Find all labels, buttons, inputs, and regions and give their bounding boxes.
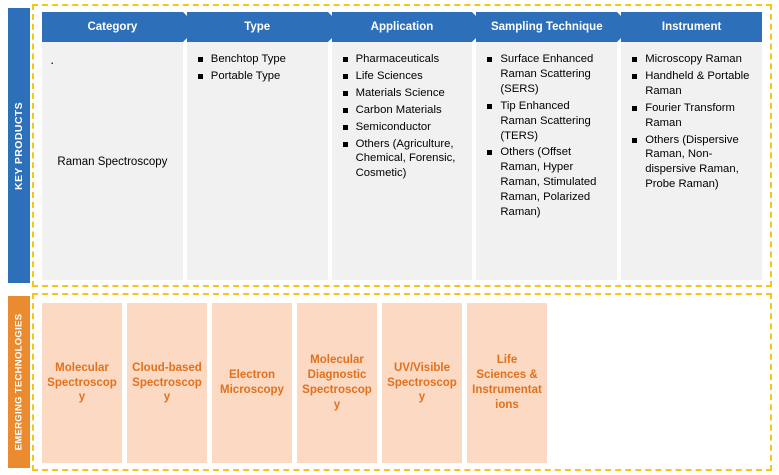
column-header-application-label: Application [370,21,434,33]
chevron-right-icon [617,12,632,42]
list-item: Semiconductor [354,120,465,135]
emerging-tech-card-label: UV/Visible Spectroscopy [387,361,457,404]
emerging-tech-card [382,303,462,463]
application-list [340,52,465,181]
emerging-tech-card-label: Molecular Spectroscopy [47,361,117,404]
chevron-right-icon [328,12,343,42]
column-body-instrument [621,42,762,280]
column-header-application [332,12,473,42]
list-item: Others (Offset Raman, Hyper Raman, Stimulated Raman, Polarized Raman) [498,145,609,220]
key-products-column-sampling-technique [476,12,617,280]
emerging-tech-card [467,303,547,463]
emerging-tech-card [127,303,207,463]
key-products-grid [42,12,762,280]
emerging-tech-card-label: Life Sciences & Instrumentations [472,354,542,411]
category-value: Raman Spectroscopy [57,155,168,168]
column-header-type [187,12,328,42]
list-item: Fourier Transform Raman [643,101,754,131]
list-item: Materials Science [354,86,465,101]
emerging-technologies-rail [8,296,30,468]
chevron-right-icon [472,12,487,42]
emerging-tech-card [297,303,377,463]
key-products-column-instrument [621,12,762,280]
column-header-sampling-technique [476,12,617,42]
column-header-instrument-label: Instrument [661,21,722,33]
list-item: Pharmaceuticals [354,52,465,67]
sampling-technique-list [484,52,609,220]
list-item: Surface Enhanced Raman Scattering (SERS) [498,52,609,97]
list-item: Benchtop Type [209,52,320,67]
emerging-technologies-grid [42,303,762,463]
key-products-rail [8,8,30,283]
list-item: Life Sciences [354,69,465,84]
column-body-type [187,42,328,280]
key-products-column-type [187,12,328,280]
key-products-rail-label: KEY PRODUCTS [13,101,25,190]
column-header-instrument [621,12,762,42]
list-item: Portable Type [209,69,320,84]
emerging-technologies-empty-space [552,303,762,463]
list-item: Carbon Materials [354,103,465,118]
emerging-technologies-rail-label: EMERGING TECHNOLOGIES [13,313,25,451]
column-body-application [332,42,473,280]
emerging-tech-card [42,303,122,463]
list-item: Handheld & Portable Raman [643,69,754,99]
column-body-sampling-technique [476,42,617,280]
type-list [195,52,320,84]
emerging-tech-card-label: Electron Microscopy [220,369,284,396]
chevron-right-icon [183,12,198,42]
column-header-category-label: Category [87,21,138,33]
list-item: Others (Agriculture, Chemical, Forensic, Cosmetic) [354,137,465,182]
emerging-tech-card-label: Molecular Diagnostic Spectroscopy [302,354,372,411]
column-header-type-label: Type [244,21,271,33]
column-header-category [42,12,183,42]
column-header-sampling-technique-label: Sampling Technique [490,21,603,33]
key-products-column-application [332,12,473,280]
list-item: Microscopy Raman [643,52,754,67]
list-item: Tip Enhanced Raman Scattering (TERS) [498,99,609,144]
bullet-dot-icon: · [50,55,55,70]
list-item: Others (Dispersive Raman, Non-dispersive Raman, Probe Raman) [643,133,754,193]
instrument-list [629,52,754,192]
emerging-tech-card-label: Cloud-based Spectroscopy [132,361,202,404]
emerging-tech-card [212,303,292,463]
column-body-category [42,42,183,280]
key-products-column-category [42,12,183,280]
